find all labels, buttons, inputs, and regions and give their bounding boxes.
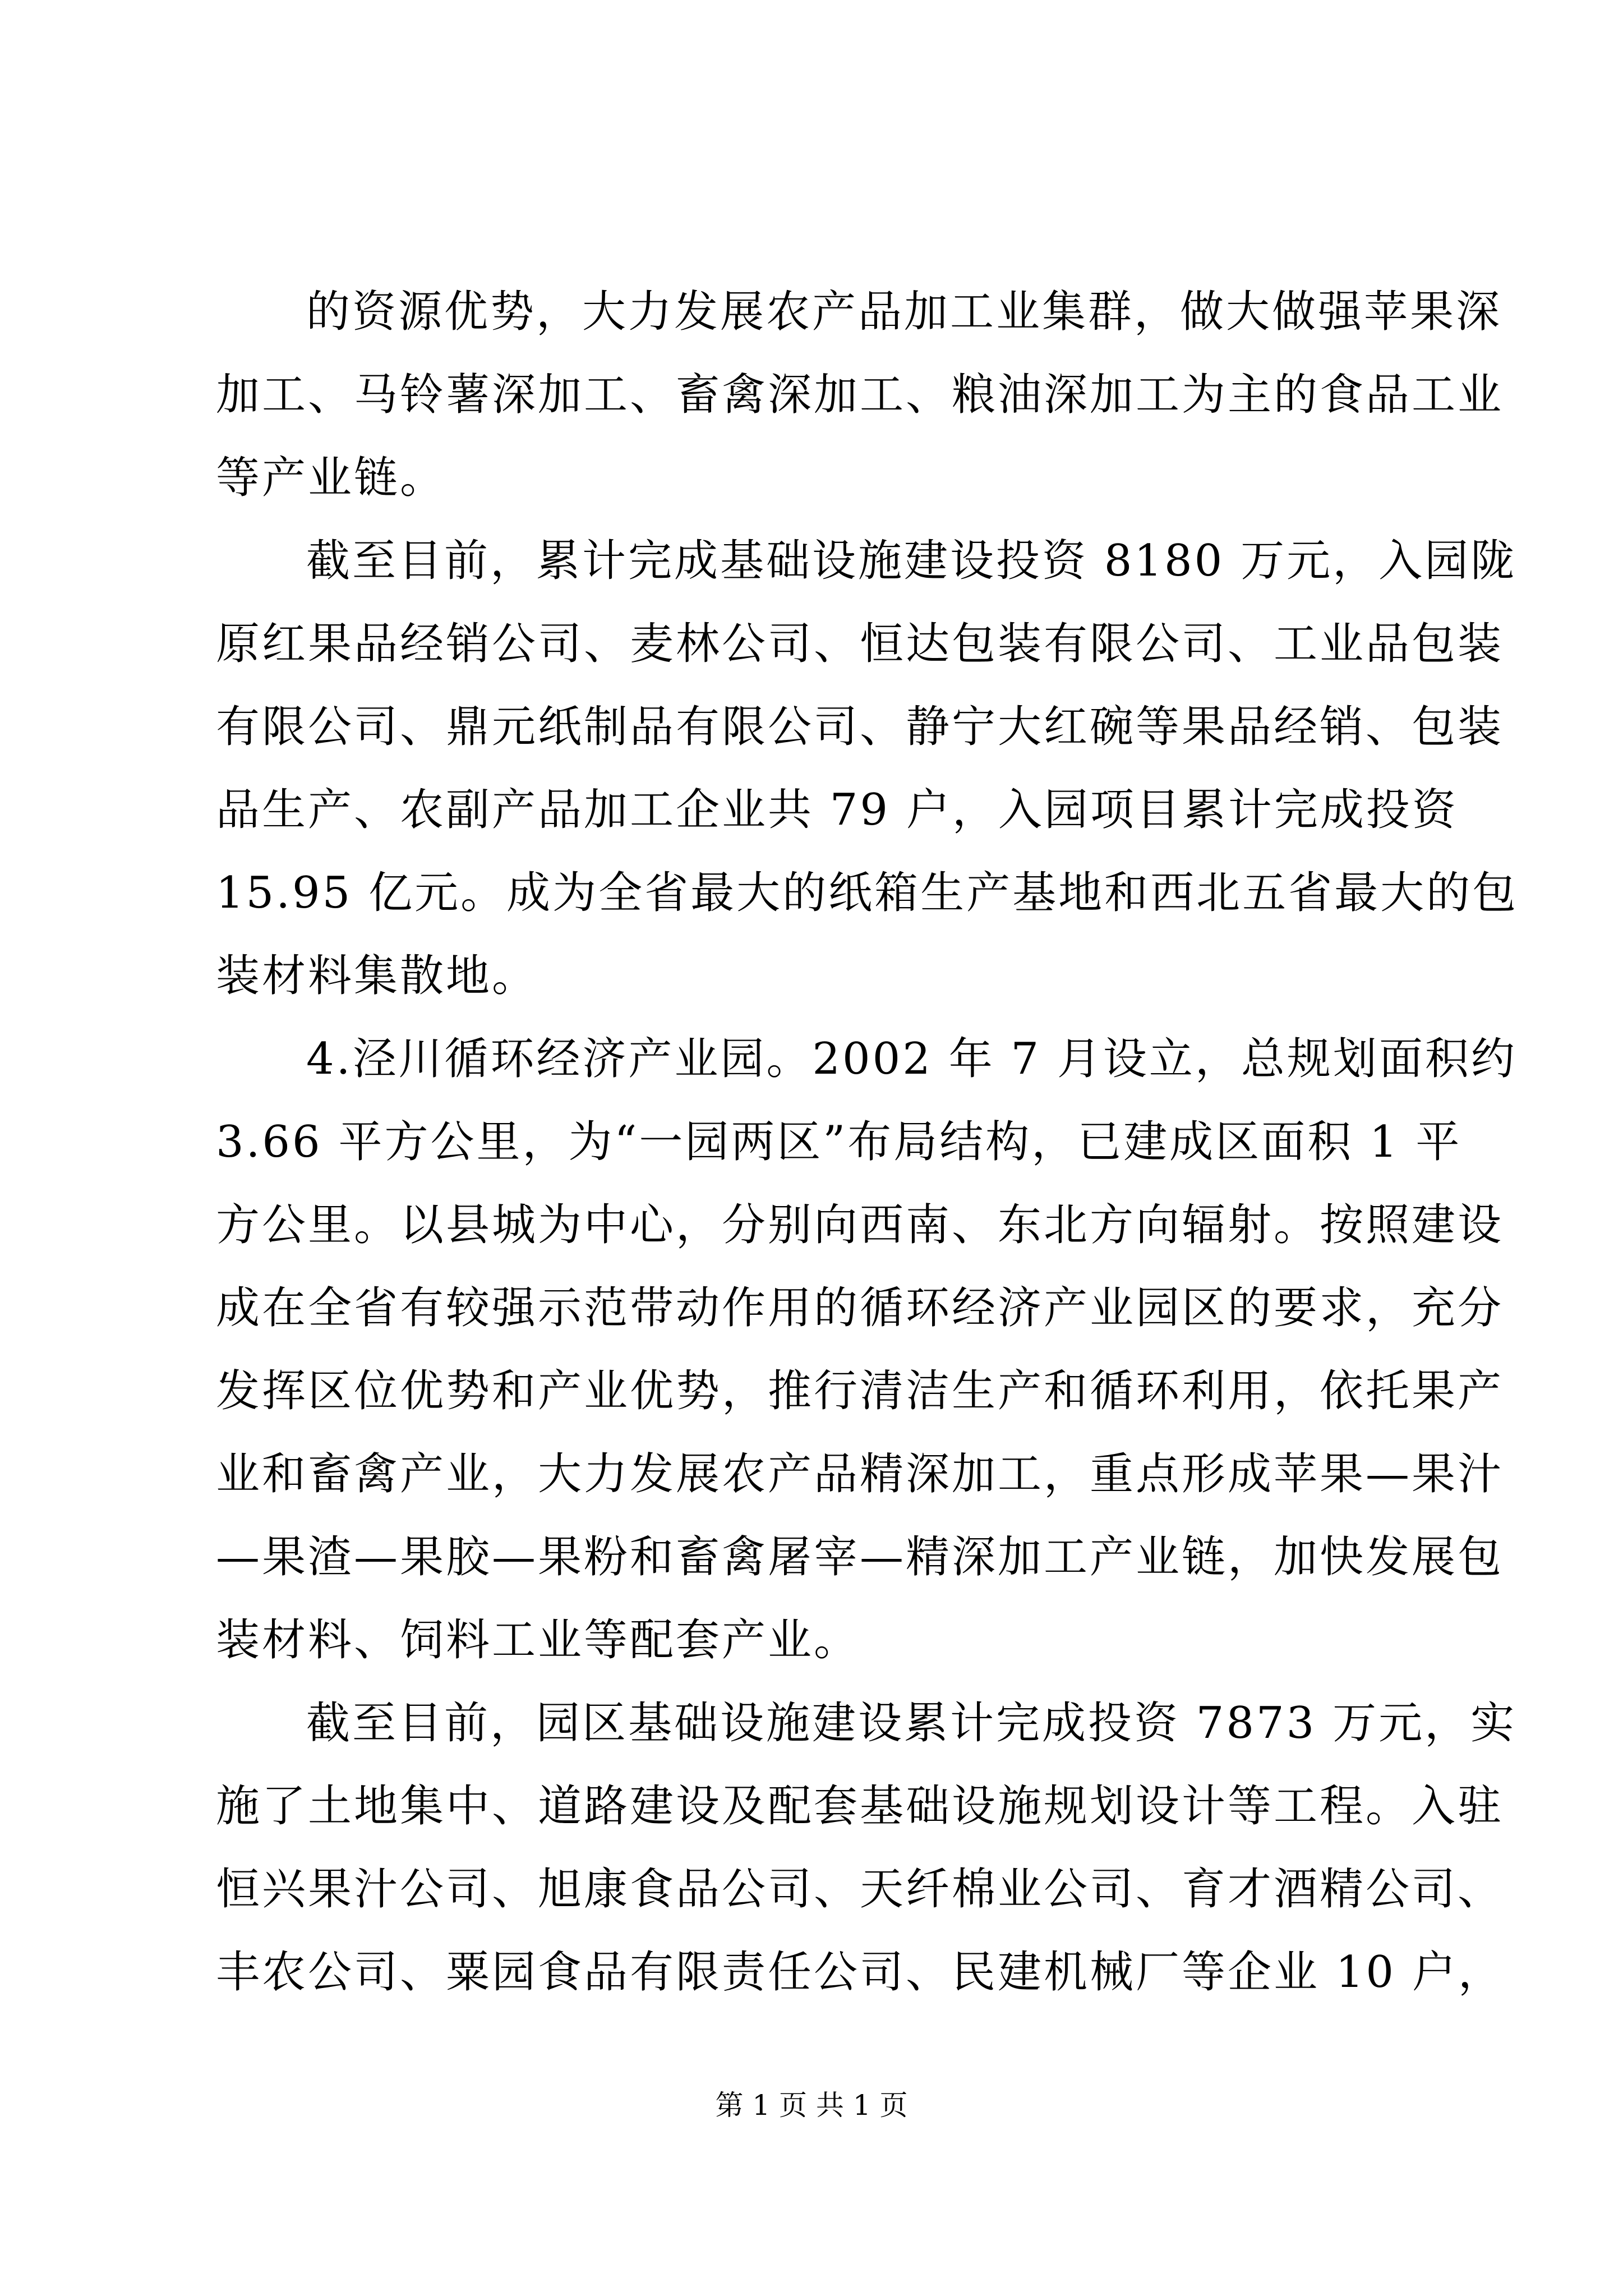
text-line: —果渣—果胶—果粉和畜禽屠宰—精深加工产业链，加快发展包 [216, 1532, 1504, 1582]
text-line: 有限公司、鼎元纸制品有限公司、静宁大红碗等果品经销、包装 [216, 702, 1504, 752]
text-line: 发挥区位优势和产业优势，推行清洁生产和循环利用，依托果产 [216, 1366, 1504, 1416]
text-line: 截至目前，园区基础设施建设累计完成投资 7873 万元，实 [306, 1698, 1517, 1749]
text-line: 方公里。以县城为中心，分别向西南、东北方向辐射。按照建设 [216, 1200, 1504, 1250]
document-body [216, 270, 1519, 2014]
text-line: 的资源优势，大力发展农产品加工业集群，做大做强苹果深 [306, 287, 1502, 337]
text-line: 截至目前，累计完成基础设施建设投资 8180 万元，入园陇 [306, 536, 1517, 586]
text-line: 15.95 亿元。成为全省最大的纸箱生产基地和西北五省最大的包 [216, 868, 1519, 918]
paragraph-2 [216, 519, 1519, 1018]
text-line: 装材料、饲料工业等配套产业。 [216, 1615, 860, 1665]
text-line: 3.66 平方公里，为“一园两区”布局结构，已建成区面积 1 平 [216, 1117, 1462, 1167]
text-line: 品生产、农副产品加工企业共 79 户，入园项目累计完成投资 [216, 785, 1458, 835]
paragraph-1 [216, 270, 1504, 519]
page-number-label: 第 1 页 共 1 页 [715, 2089, 908, 2122]
text-line: 等产业链。 [216, 453, 446, 503]
text-line: 恒兴果汁公司、旭康食品公司、天纤棉业公司、育才酒精公司、 [216, 1864, 1504, 1915]
page-footer [0, 2086, 1623, 2125]
paragraph-3 [216, 1018, 1517, 1682]
text-line: 原红果品经销公司、麦林公司、恒达包装有限公司、工业品包装 [216, 619, 1504, 669]
text-line: 加工、马铃薯深加工、畜禽深加工、粮油深加工为主的食品工业 [216, 370, 1504, 420]
text-line: 4.泾川循环经济产业园。2002 年 7 月设立，总规划面积约 [306, 1034, 1517, 1084]
paragraph-4 [216, 1682, 1517, 2014]
text-line: 丰农公司、粟园食品有限责任公司、民建机械厂等企业 10 户， [216, 1947, 1504, 1998]
text-line: 装材料集散地。 [216, 951, 538, 1001]
text-line: 业和畜禽产业，大力发展农产品精深加工，重点形成苹果—果汁 [216, 1449, 1504, 1499]
text-line: 施了土地集中、道路建设及配套基础设施规划设计等工程。入驻 [216, 1781, 1504, 1832]
text-line: 成在全省有较强示范带动作用的循环经济产业园区的要求，充分 [216, 1283, 1504, 1333]
